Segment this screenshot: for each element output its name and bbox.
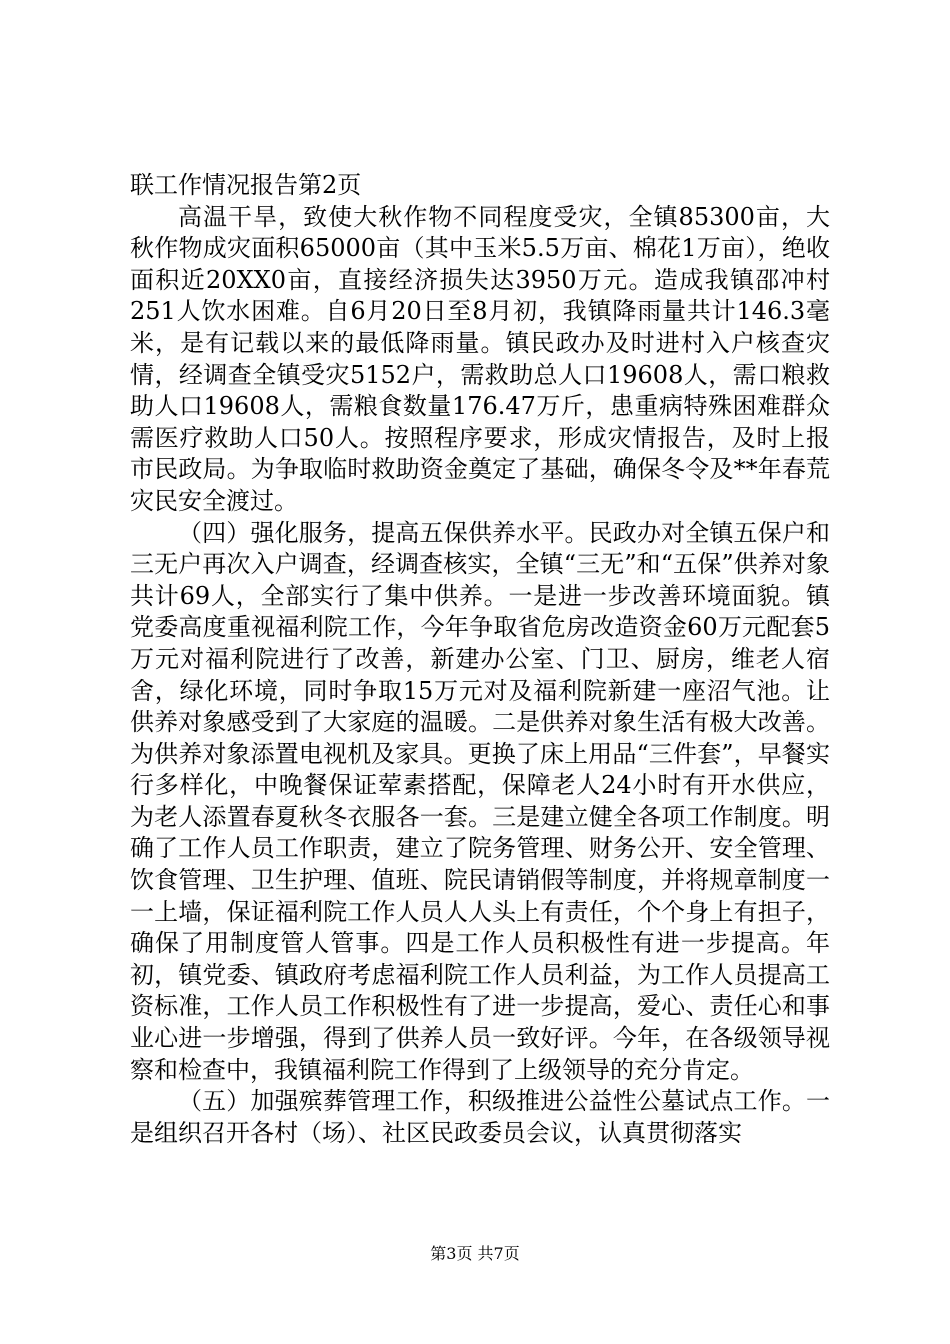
paragraph-funeral-management: （五）加强殡葬管理工作，积级推进公益性公墓试点工作。一是组织召开各村（场）、社区民政委员会议，认真贯彻落实 [130, 1087, 830, 1147]
header-line: 联工作情况报告第2页 [130, 171, 362, 199]
document-body [130, 170, 830, 1149]
paragraph-five-guarantees: （四）强化服务，提高五保供养水平。民政办对全镇五保户和三无户再次入户调查，经调查核实，全镇“三无”和“五保”供养对象共计69人，全部实行了集中供养。一是进一步改善环境面貌。镇党委高度重视福利院工作，今年争取省危房改造资金60万元配套5万元对福利院进行了改善，新建办公室、门卫、厨房，维老人宿舍，绿化环境，同时争取15万元对及福利院新建一座沼气池。让供养对象感受到了大家庭的温暖。二是供养对象生活有极大改善。为供养对象添置电视机及家具。更换了床上用品“三件套”，早餐实行多样化，中晚餐保证荤素搭配，保障老人24小时有开水供应，为老人添置春夏秋冬衣服各一套。三是建立健全各项工作制度。明确了工作人员工作职责，建立了院务管理、财务公开、安全管理、饮食管理、卫生护理、值班、院民请销假等制度，并将规章制度一一上墙，保证福利院工作人员人人头上有责任，个个身上有担子，确保了用制度管人管事。四是工作人员积极性有进一步提高。年初，镇党委、镇政府考虑福利院工作人员利益，为工作人员提高工资标准，工作人员工作积极性有了进一步提高，爱心、责任心和事业心进一步增强，得到了供养人员一致好评。今年，在各级领导视察和检查中，我镇福利院工作得到了上级领导的充分肯定。 [130, 518, 830, 1084]
paragraph-drought: 高温干旱，致使大秋作物不同程度受灾，全镇85300亩，大秋作物成灾面积65000亩（其中玉米5.5万亩、棉花1万亩），绝收面积近20XX0亩，直接经济损失达3950万元。造成我镇邵冲村251人饮水困难。自6月20日至8月初，我镇降雨量共计146.3毫米，是有记载以来的最低降雨量。镇民政办及时进村入户核查灾情，经调查全镇受灾5152户，需救助总人口19608人，需口粮救助人口19608人，需粮食数量176.47万斤，患重病特殊困难群众需医疗救助人口50人。按照程序要求，形成灾情报告，及时上报市民政局。为争取临时救助资金奠定了基础，确保冬令及**年春荒灾民安全渡过。 [130, 202, 830, 515]
page-footer: 第3页 共7页 [430, 1244, 520, 1263]
